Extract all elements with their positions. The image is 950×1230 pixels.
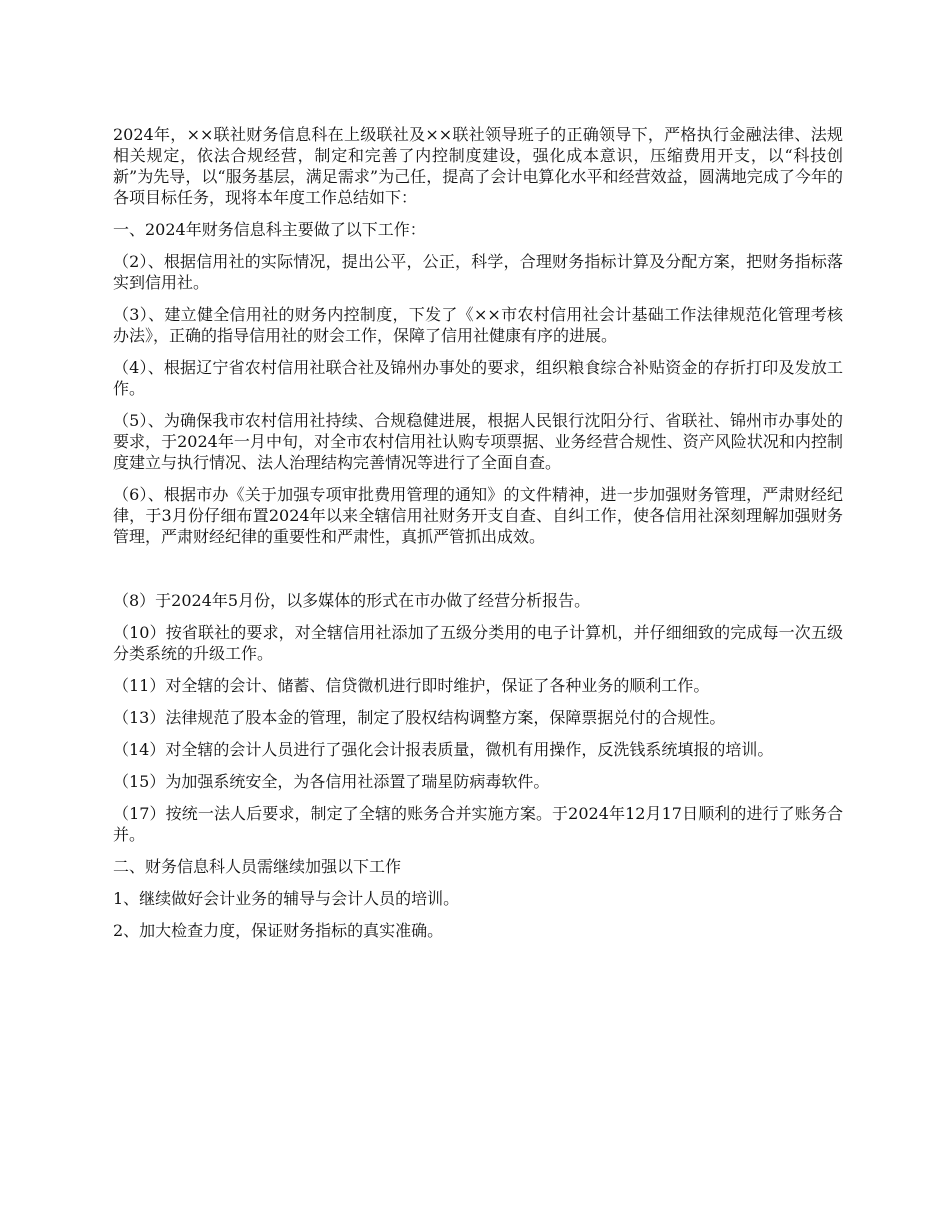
section-1-heading: 一、2024年财务信息科主要做了以下工作：: [113, 220, 426, 239]
section-1-item-14: （14）对全辖的会计人员进行了强化会计报表质量，微机有用操作，反洗钱系统填报的培训。: [113, 740, 774, 759]
section-1-item-11: （11）对全辖的会计、储蓄、信贷微机进行即时维护，保证了各种业务的顺利工作。: [113, 676, 710, 695]
section-1-item-15: （15）为加强系统安全，为各信用社添置了瑞星防病毒软件。: [113, 772, 550, 791]
section-1-item-6: （6）、根据市办《关于加强专项审批费用管理的通知》的文件精神，进一步加强财务管理，严肃财经纪律，于3月份仔细布置2024年以来全辖信用社财务开支自查、自纠工作，使各信用社深刻理解加强财务管理，严肃财经纪律的重要性和严肃性，真抓严管抓出成效。: [113, 485, 843, 546]
section-2-item-2: 2、加大检查力度，保证财务指标的真实准确。: [113, 921, 444, 940]
section-1-item-2: （2）、根据信用社的实际情况，提出公平，公正，科学，合理财务指标计算及分配方案，把财务指标落实到信用社。: [113, 252, 843, 292]
section-1-item-17: （17）按统一法人后要求，制定了全辖的账务合并实施方案。于2024年12月17日顺利的进行了账务合并。: [113, 804, 843, 844]
section-1-item-5: （5）、为确保我市农村信用社持续、合规稳健进展，根据人民银行沈阳分行、省联社、锦州市办事处的要求，于2024年一月中旬，对全市农村信用社认购专项票据、业务经营合规性、资产风险状况和内控制度建立与执行情况、法人治理结构完善情况等进行了全面自查。: [113, 411, 843, 472]
section-2-item-1: 1、继续做好会计业务的辅导与会计人员的培训。: [113, 889, 460, 908]
intro-paragraph: 2024年，××联社财务信息科在上级联社及××联社领导班子的正确领导下，严格执行金融法律、法规相关规定，依法合规经营，制定和完善了内控制度建设，强化成本意识，压缩费用开支，以“科技创新”为先导，以“服务基层，满足需求”为己任，提高了会计电算化水平和经营效益，圆满地完成了今年的各项目标任务，现将本年度工作总结如下：: [113, 125, 843, 207]
blank-gap: [113, 558, 843, 590]
section-1-item-3: （3）、建立健全信用社的财务内控制度，下发了《××市农村信用社会计基础工作法律规范化管理考核办法》，正确的指导信用社的财会工作，保障了信用社健康有序的进展。: [113, 305, 843, 345]
section-1-item-13: （13）法律规范了股本金的管理，制定了股权结构调整方案，保障票据兑付的合规性。: [113, 708, 726, 727]
section-1-item-10: （10）按省联社的要求，对全辖信用社添加了五级分类用的电子计算机，并仔细细致的完成每一次五级分类系统的升级工作。: [113, 623, 843, 663]
document-body: [113, 124, 843, 952]
section-1-item-4: （4）、根据辽宁省农村信用社联合社及锦州办事处的要求，组织粮食综合补贴资金的存折打印及发放工作。: [113, 358, 843, 398]
section-2-heading: 二、财务信息科人员需继续加强以下工作: [113, 857, 402, 876]
section-1-item-8: （8）于2024年5月份，以多媒体的形式在市办做了经营分析报告。: [113, 591, 591, 610]
